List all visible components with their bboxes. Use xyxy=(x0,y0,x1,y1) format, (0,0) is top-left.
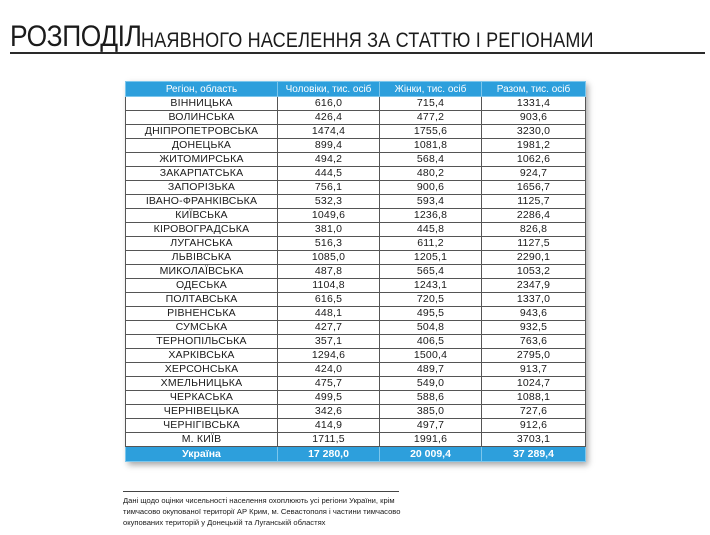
page-title-main: РОЗПОДІЛ xyxy=(10,20,142,53)
cell-women: 593,4 xyxy=(380,195,482,209)
page-title xyxy=(10,20,705,54)
cell-men: 427,7 xyxy=(278,321,380,335)
cell-total: 3703,1 xyxy=(482,433,586,447)
table-row xyxy=(126,335,586,349)
cell-men: 1711,5 xyxy=(278,433,380,447)
header-men: Чоловіки, тис. осіб xyxy=(278,82,380,97)
cell-region: ОДЕСЬКА xyxy=(126,279,278,293)
cell-total: 913,7 xyxy=(482,363,586,377)
cell-men: 342,6 xyxy=(278,405,380,419)
table-row xyxy=(126,111,586,125)
footnote xyxy=(123,491,399,529)
cell-women: 900,6 xyxy=(380,181,482,195)
cell-men: 899,4 xyxy=(278,139,380,153)
cell-women: 1500,4 xyxy=(380,349,482,363)
total-label: Україна xyxy=(126,447,278,462)
cell-region: ЧЕРНІГІВСЬКА xyxy=(126,419,278,433)
cell-total: 2290,1 xyxy=(482,251,586,265)
cell-men: 448,1 xyxy=(278,307,380,321)
cell-men: 1294,6 xyxy=(278,349,380,363)
cell-total: 1656,7 xyxy=(482,181,586,195)
header-women: Жінки, тис. осіб xyxy=(380,82,482,97)
cell-region: МИКОЛАЇВСЬКА xyxy=(126,265,278,279)
table-row xyxy=(126,251,586,265)
table-header-row xyxy=(126,82,586,97)
table-body xyxy=(126,97,586,447)
cell-total: 2795,0 xyxy=(482,349,586,363)
table-row xyxy=(126,209,586,223)
cell-men: 1104,8 xyxy=(278,279,380,293)
population-table xyxy=(125,81,586,462)
cell-region: ЗАПОРІЗЬКА xyxy=(126,181,278,195)
cell-women: 568,4 xyxy=(380,153,482,167)
cell-total: 1053,2 xyxy=(482,265,586,279)
cell-total: 1024,7 xyxy=(482,377,586,391)
table-row xyxy=(126,153,586,167)
table-row xyxy=(126,97,586,111)
table-row xyxy=(126,349,586,363)
cell-men: 756,1 xyxy=(278,181,380,195)
cell-men: 1474,4 xyxy=(278,125,380,139)
cell-men: 444,5 xyxy=(278,167,380,181)
table-row xyxy=(126,167,586,181)
cell-women: 1205,1 xyxy=(380,251,482,265)
total-men: 17 280,0 xyxy=(278,447,380,462)
cell-women: 445,8 xyxy=(380,223,482,237)
table-row xyxy=(126,237,586,251)
cell-total: 924,7 xyxy=(482,167,586,181)
cell-total: 1062,6 xyxy=(482,153,586,167)
cell-total: 826,8 xyxy=(482,223,586,237)
cell-women: 480,2 xyxy=(380,167,482,181)
cell-region: ДНІПРОПЕТРОВСЬКА xyxy=(126,125,278,139)
cell-total: 763,6 xyxy=(482,335,586,349)
cell-women: 1081,8 xyxy=(380,139,482,153)
table-row xyxy=(126,279,586,293)
cell-men: 424,0 xyxy=(278,363,380,377)
page-title-subtitle: НАЯВНОГО НАСЕЛЕННЯ ЗА СТАТТЮ І РЕГІОНАМИ xyxy=(141,29,594,52)
cell-total: 1127,5 xyxy=(482,237,586,251)
cell-region: ВІННИЦЬКА xyxy=(126,97,278,111)
cell-men: 426,4 xyxy=(278,111,380,125)
table-row xyxy=(126,321,586,335)
cell-total: 932,5 xyxy=(482,321,586,335)
table-row xyxy=(126,195,586,209)
cell-total: 1981,2 xyxy=(482,139,586,153)
footnote-line: тимчасово окупованої території АР Крим, м. Севастополя і частини тимчасово xyxy=(123,507,401,517)
table-row xyxy=(126,139,586,153)
cell-women: 588,6 xyxy=(380,391,482,405)
cell-men: 1085,0 xyxy=(278,251,380,265)
cell-total: 1337,0 xyxy=(482,293,586,307)
cell-region: ЖИТОМИРСЬКА xyxy=(126,153,278,167)
cell-men: 499,5 xyxy=(278,391,380,405)
cell-men: 532,3 xyxy=(278,195,380,209)
cell-total: 1125,7 xyxy=(482,195,586,209)
footnote-line: окупованих територій у Донецькій та Луганській областях xyxy=(123,518,326,528)
cell-men: 616,0 xyxy=(278,97,380,111)
cell-men: 414,9 xyxy=(278,419,380,433)
table-row xyxy=(126,377,586,391)
cell-women: 489,7 xyxy=(380,363,482,377)
cell-total: 943,6 xyxy=(482,307,586,321)
cell-total: 912,6 xyxy=(482,419,586,433)
cell-region: ХЕРСОНСЬКА xyxy=(126,363,278,377)
header-region: Регіон, область xyxy=(126,82,278,97)
total-all: 37 289,4 xyxy=(482,447,586,462)
cell-men: 616,5 xyxy=(278,293,380,307)
table-total-row xyxy=(126,447,586,462)
cell-men: 357,1 xyxy=(278,335,380,349)
cell-region: РІВНЕНСЬКА xyxy=(126,307,278,321)
cell-women: 497,7 xyxy=(380,419,482,433)
cell-region: ХАРКІВСЬКА xyxy=(126,349,278,363)
cell-region: ЧЕРКАСЬКА xyxy=(126,391,278,405)
cell-men: 516,3 xyxy=(278,237,380,251)
cell-total: 3230,0 xyxy=(482,125,586,139)
table-row xyxy=(126,363,586,377)
table-row xyxy=(126,223,586,237)
table-row xyxy=(126,419,586,433)
footnote-line: Дані щодо оцінки чисельності населення охоплюють усі регіони України, крім xyxy=(123,496,395,505)
cell-region: ВОЛИНСЬКА xyxy=(126,111,278,125)
table-row xyxy=(126,433,586,447)
cell-men: 1049,6 xyxy=(278,209,380,223)
cell-men: 487,8 xyxy=(278,265,380,279)
cell-women: 565,4 xyxy=(380,265,482,279)
cell-women: 1236,8 xyxy=(380,209,482,223)
cell-region: ЛЬВІВСЬКА xyxy=(126,251,278,265)
cell-region: ХМЕЛЬНИЦЬКА xyxy=(126,377,278,391)
table-row xyxy=(126,307,586,321)
cell-region: ЛУГАНСЬКА xyxy=(126,237,278,251)
cell-region: КИЇВСЬКА xyxy=(126,209,278,223)
cell-women: 1243,1 xyxy=(380,279,482,293)
header-total: Разом, тис. осіб xyxy=(482,82,586,97)
cell-women: 495,5 xyxy=(380,307,482,321)
cell-region: ЗАКАРПАТСЬКА xyxy=(126,167,278,181)
cell-region: ТЕРНОПІЛЬСЬКА xyxy=(126,335,278,349)
cell-total: 1331,4 xyxy=(482,97,586,111)
cell-women: 477,2 xyxy=(380,111,482,125)
cell-region: ЧЕРНІВЕЦЬКА xyxy=(126,405,278,419)
cell-women: 1755,6 xyxy=(380,125,482,139)
total-women: 20 009,4 xyxy=(380,447,482,462)
cell-region: КІРОВОГРАДСЬКА xyxy=(126,223,278,237)
cell-women: 504,8 xyxy=(380,321,482,335)
table-row xyxy=(126,125,586,139)
cell-total: 1088,1 xyxy=(482,391,586,405)
cell-region: М. КИЇВ xyxy=(126,433,278,447)
cell-region: СУМСЬКА xyxy=(126,321,278,335)
cell-region: ІВАНО-ФРАНКІВСЬКА xyxy=(126,195,278,209)
cell-men: 475,7 xyxy=(278,377,380,391)
cell-men: 494,2 xyxy=(278,153,380,167)
population-table-container xyxy=(125,81,585,462)
cell-total: 727,6 xyxy=(482,405,586,419)
table-row xyxy=(126,265,586,279)
cell-women: 1991,6 xyxy=(380,433,482,447)
cell-women: 549,0 xyxy=(380,377,482,391)
cell-women: 385,0 xyxy=(380,405,482,419)
cell-women: 406,5 xyxy=(380,335,482,349)
cell-women: 720,5 xyxy=(380,293,482,307)
cell-women: 715,4 xyxy=(380,97,482,111)
table-row xyxy=(126,405,586,419)
cell-region: ДОНЕЦЬКА xyxy=(126,139,278,153)
cell-region: ПОЛТАВСЬКА xyxy=(126,293,278,307)
cell-women: 611,2 xyxy=(380,237,482,251)
cell-total: 2347,9 xyxy=(482,279,586,293)
table-row xyxy=(126,391,586,405)
table-row xyxy=(126,293,586,307)
cell-men: 381,0 xyxy=(278,223,380,237)
cell-total: 903,6 xyxy=(482,111,586,125)
cell-total: 2286,4 xyxy=(482,209,586,223)
table-row xyxy=(126,181,586,195)
